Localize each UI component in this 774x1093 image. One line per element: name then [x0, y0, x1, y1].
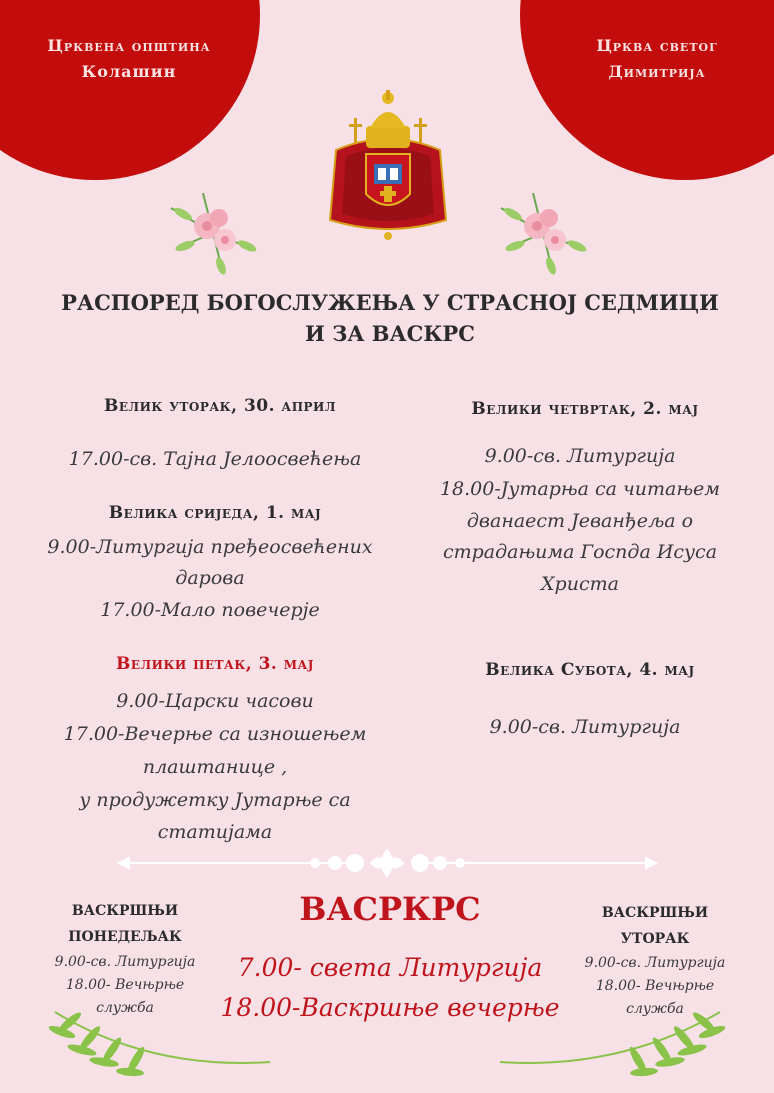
easter-service-1: 7.00- света Литургија	[237, 953, 543, 982]
easter-monday-heading-1: ВАСКРШЊИ	[71, 903, 179, 919]
wednesday-service-2: дарова	[175, 567, 245, 589]
thursday-service-4: страдањима Госпда Исуса	[442, 541, 718, 563]
easter-tuesday-heading-1: ВАСКРШЊИ	[601, 905, 709, 921]
easter-title: ВАСРКРС	[299, 890, 481, 928]
ornamental-divider-icon	[115, 848, 660, 878]
saturday-heading: Велика Субота, 4. мај	[485, 660, 695, 680]
thursday-service-1: 9.00-св. Литургија	[484, 445, 676, 467]
church-name	[540, 33, 774, 85]
friday-heading: Велики петак, 3. мај	[116, 654, 314, 674]
thursday-service-5: Христа	[541, 573, 619, 595]
wednesday-heading: Велика сриједа, 1. мај	[108, 503, 322, 523]
friday-service-5: статијама	[157, 821, 273, 843]
thursday-service-2: 18.00-Јутарња са читањем	[439, 478, 721, 500]
header-left-blob	[0, 0, 260, 180]
schedule-title-line-1: РАСПОРЕД БОГОСЛУЖЕЊА У СТРАСНОЈ СЕДМИЦИ	[61, 290, 719, 315]
flower-bouquet-icon	[163, 188, 263, 278]
easter-monday-service-2: 18.00- Вечњрње	[65, 977, 185, 993]
schedule-title-line-2: И ЗА ВАСКРС	[305, 321, 475, 346]
easter-monday-service-1: 9.00-св. Литургија	[54, 954, 196, 970]
friday-service-4: у продужетку Јутарње са	[79, 789, 351, 811]
saturday-service-1: 9.00-св. Литургија	[489, 716, 681, 738]
parish-name	[0, 33, 258, 85]
palm-branch-icon	[0, 1000, 774, 1093]
easter-monday-service-3: служба	[96, 1000, 154, 1016]
wednesday-service-1: 9.00-Литургија пређеосвећених	[47, 536, 373, 558]
tuesday-service-1: 17.00-св. Тајна Јелоосвећења	[68, 448, 362, 470]
church-name-line-1: Црква светог	[596, 36, 718, 55]
easter-tuesday-service-1: 9.00-св. Литургија	[584, 955, 726, 971]
thursday-service-3: дванаест Јеванђеља о	[466, 510, 694, 532]
easter-tuesday-service-3: служба	[626, 1001, 684, 1017]
header-right-blob	[520, 0, 774, 180]
church-coat-of-arms-icon	[318, 88, 458, 246]
friday-service-2: 17.00-Вечерње са изношењем	[63, 723, 367, 745]
flower-bouquet-icon	[493, 188, 593, 278]
easter-tuesday-service-2: 18.00- Вечњрње	[595, 978, 715, 994]
friday-service-1: 9.00-Царски часови	[116, 690, 314, 712]
parish-name-line-1: Црквена општина	[47, 36, 211, 55]
easter-service-2: 18.00-Васкршње вечерње	[220, 993, 560, 1022]
parish-name-line-2: Колашин	[81, 62, 177, 81]
easter-monday-heading-2: ПОНЕДЕЉАК	[68, 929, 182, 945]
wednesday-service-3: 17.00-Мало повечерје	[100, 599, 320, 621]
friday-service-3: плаштанице ,	[142, 756, 288, 778]
thursday-heading: Велики четвртак, 2. мај	[471, 399, 699, 419]
easter-tuesday-heading-2: УТОРАК	[620, 931, 690, 947]
tuesday-heading: Велик уторак, 30. април	[103, 396, 337, 416]
church-name-line-2: Димитрија	[608, 62, 706, 81]
